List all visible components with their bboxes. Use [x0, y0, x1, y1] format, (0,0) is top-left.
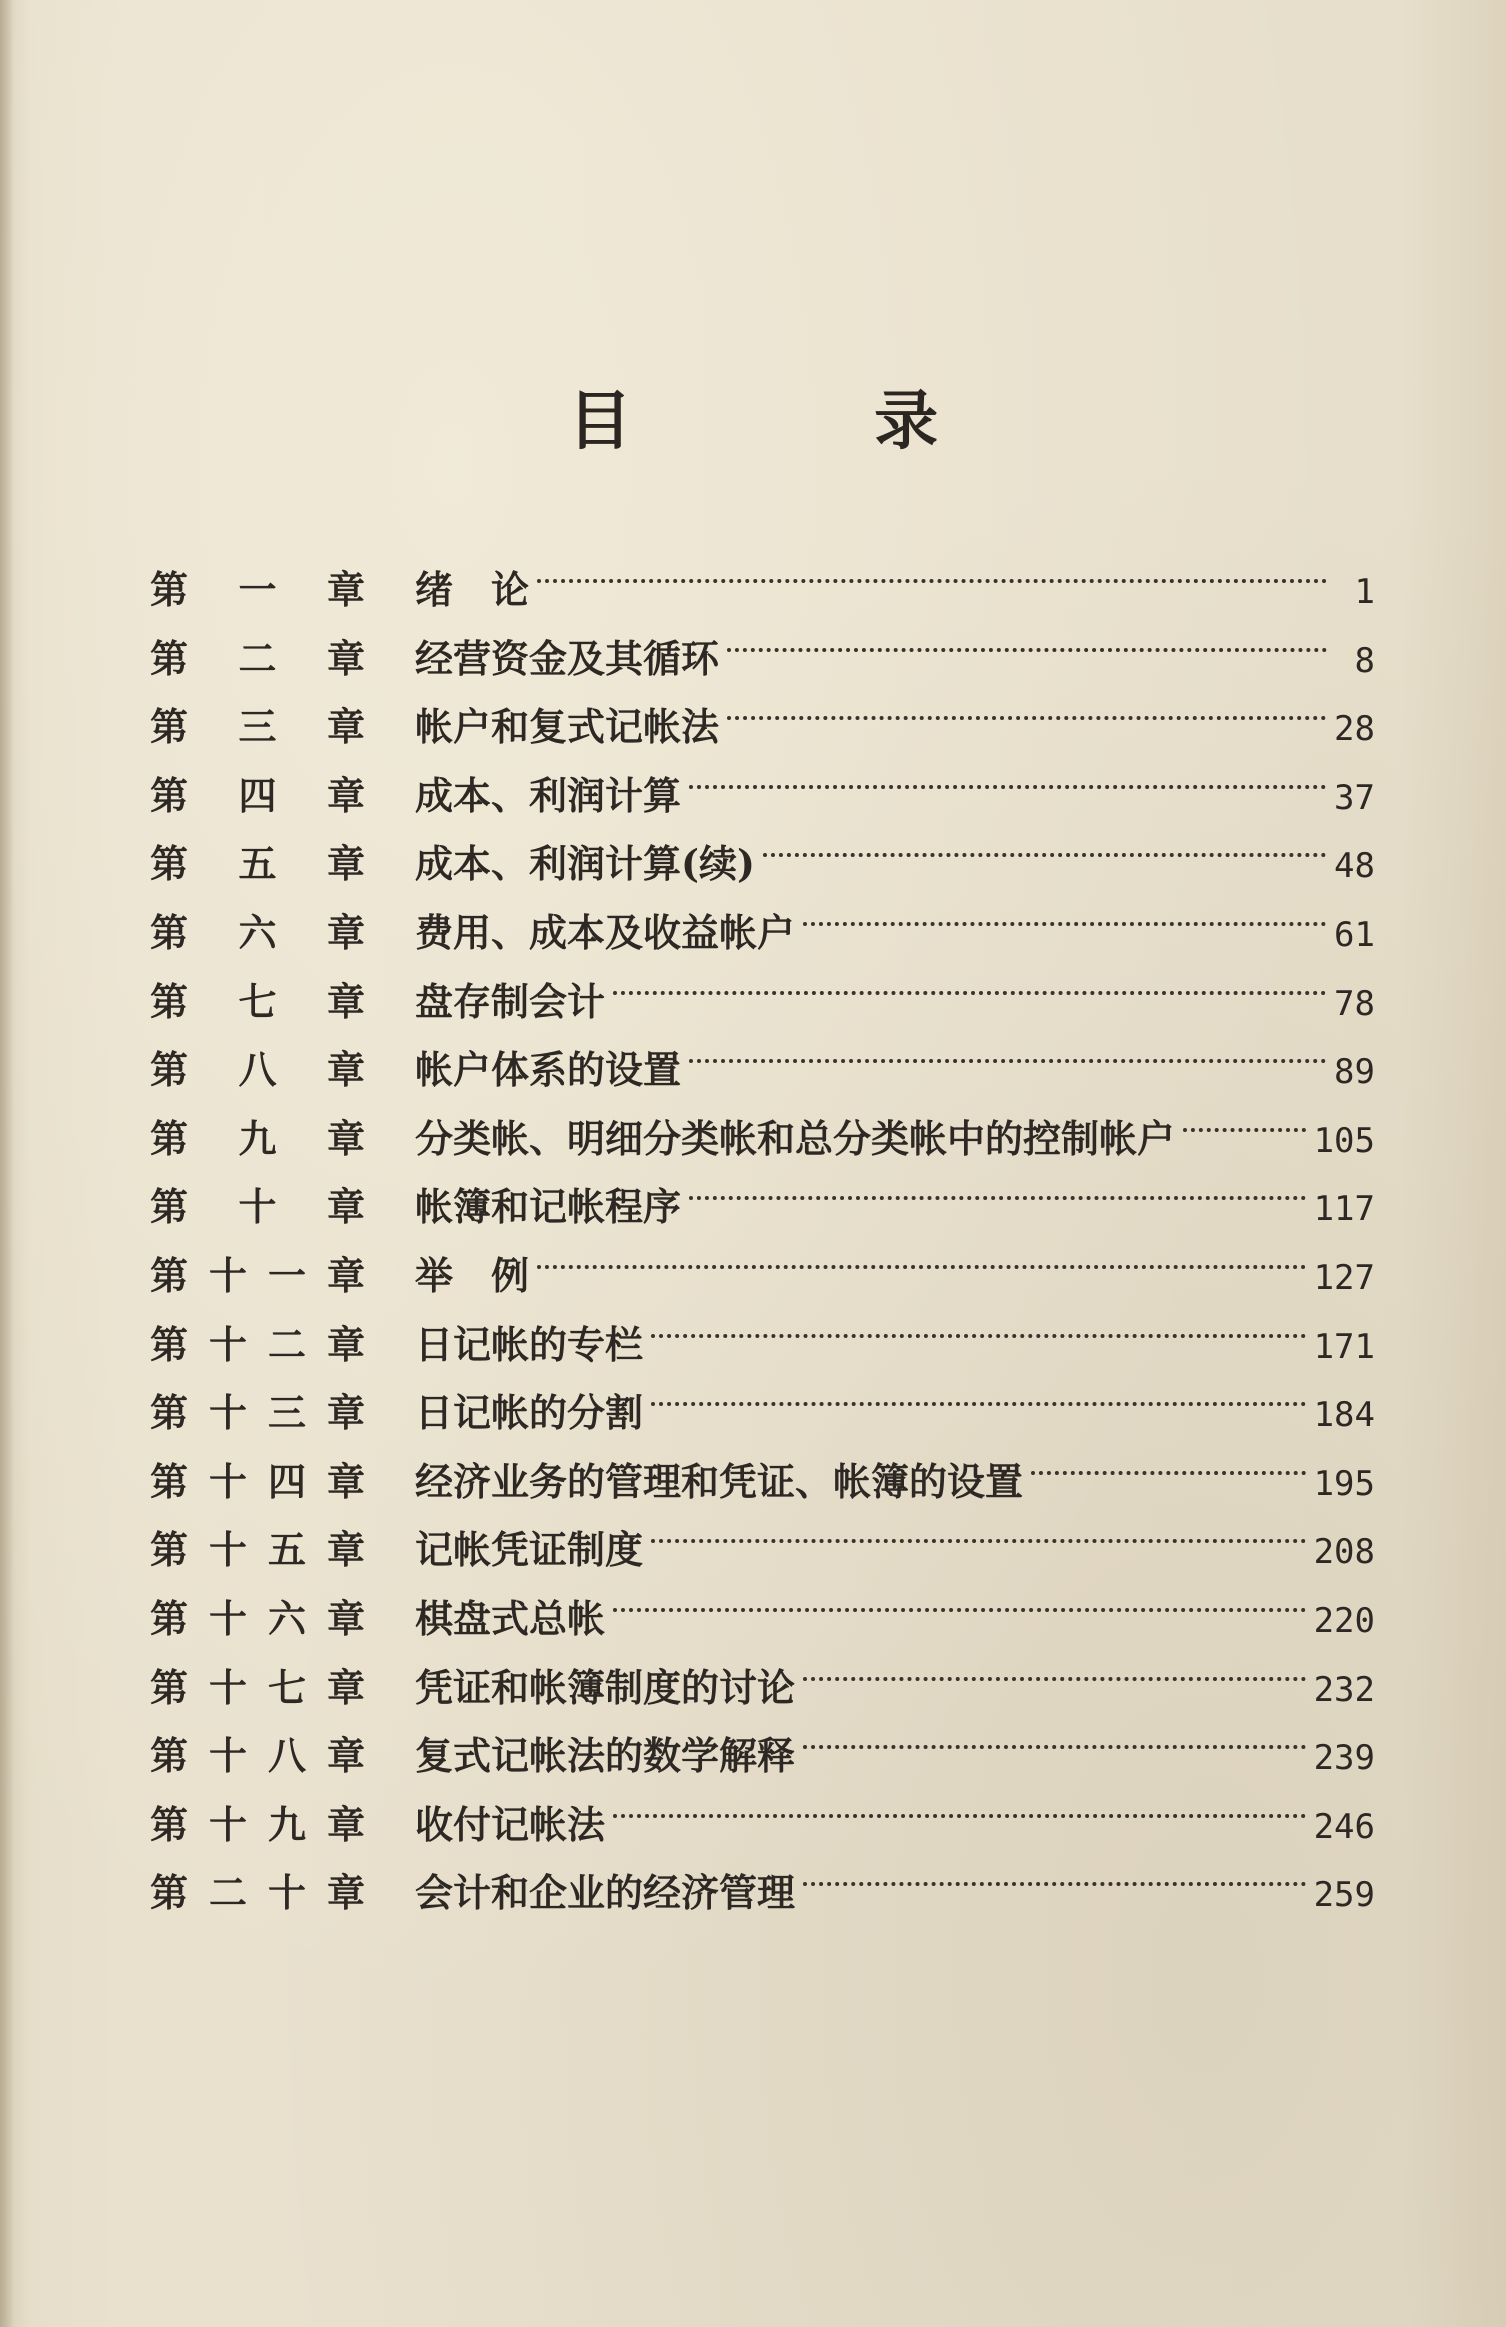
dot-leader [537, 1221, 1306, 1289]
chapter-number: 第 十 一 章 [150, 1252, 365, 1298]
dot-leader [689, 741, 1326, 809]
chapter-number: 第 十 四 章 [150, 1458, 365, 1504]
page-number: 246 [1313, 1806, 1375, 1847]
chapter-number: 第 八 章 [150, 1047, 365, 1093]
chapter-number: 第 五 章 [150, 841, 365, 887]
chapter-number: 第 七 章 [150, 978, 365, 1024]
dot-leader [727, 672, 1326, 740]
dot-leader [689, 1015, 1326, 1083]
dot-leader [1183, 1084, 1306, 1152]
chapter-number: 第 十 八 章 [150, 1733, 365, 1779]
page-number: 8 [1354, 640, 1375, 681]
page-number: 105 [1313, 1120, 1375, 1161]
chapter-number: 第 六 章 [150, 909, 365, 955]
chapter-number: 第 三 章 [150, 704, 365, 750]
page-number: 184 [1313, 1395, 1375, 1436]
page-number: 28 [1334, 709, 1375, 750]
page-number: 78 [1334, 983, 1375, 1024]
chapter-title: 会计和企业的经济管理 [415, 1870, 796, 1916]
chapter-number: 第 四 章 [150, 772, 365, 818]
chapter-title: 复式记帐法的数学解释 [415, 1733, 796, 1779]
chapter-number: 第 二 十 章 [150, 1870, 365, 1916]
chapter-title: 分类帐、明细分类帐和总分类帐中的控制帐户 [415, 1115, 1176, 1161]
dot-leader [803, 1633, 1306, 1701]
page-number: 232 [1313, 1669, 1375, 1710]
chapter-title: 凭证和帐簿制度的讨论 [415, 1664, 796, 1710]
page-title: 目 录 [567, 384, 1049, 459]
dot-leader [727, 604, 1327, 672]
chapter-number: 第 十 三 章 [150, 1390, 365, 1436]
dot-leader [689, 1152, 1306, 1220]
chapter-title: 费用、成本及收益帐户 [415, 909, 796, 955]
chapter-title: 成本、利润计算(续) [415, 841, 755, 887]
dot-leader [613, 947, 1326, 1015]
page-number: 89 [1334, 1052, 1375, 1093]
page-number: 195 [1313, 1463, 1375, 1504]
dot-leader [651, 1290, 1306, 1358]
toc-entry-1[interactable] [150, 535, 1375, 612]
chapter-title: 棋盘式总帐 [415, 1595, 606, 1641]
chapter-number: 第 二 章 [150, 635, 365, 681]
dot-leader [803, 1701, 1306, 1769]
page-number: 171 [1313, 1326, 1375, 1367]
chapter-title: 记帐凭证制度 [415, 1527, 644, 1573]
binding-edge [0, 0, 14, 2327]
chapter-number: 第 十 二 章 [150, 1321, 365, 1367]
page-number: 127 [1313, 1257, 1375, 1298]
page-number: 61 [1334, 914, 1375, 955]
chapter-title: 帐户体系的设置 [415, 1047, 682, 1093]
chapter-title: 日记帐的分割 [415, 1390, 644, 1436]
chapter-title: 帐户和复式记帐法 [415, 704, 720, 750]
chapter-number: 第 十 五 章 [150, 1527, 365, 1573]
chapter-title: 盘存制会计 [415, 978, 606, 1024]
page-number: 117 [1313, 1189, 1375, 1230]
dot-leader [803, 878, 1326, 946]
page-number: 259 [1313, 1875, 1375, 1916]
dot-leader [803, 1838, 1306, 1906]
chapter-number: 第 一 章 [150, 567, 365, 612]
chapter-number: 第 九 章 [150, 1115, 365, 1161]
chapter-title: 成本、利润计算 [415, 772, 682, 818]
dot-leader [1031, 1427, 1306, 1495]
page-number: 220 [1313, 1600, 1375, 1641]
chapter-title: 举 例 [415, 1252, 530, 1298]
chapter-number: 第 十 章 [150, 1184, 365, 1230]
dot-leader [613, 1564, 1306, 1632]
dot-leader [613, 1770, 1306, 1838]
chapter-title: 经济业务的管理和凭证、帐簿的设置 [415, 1458, 1024, 1504]
dot-leader [537, 535, 1327, 603]
page-number: 208 [1313, 1532, 1375, 1573]
chapter-title: 绪 论 [415, 567, 530, 612]
page-number: 48 [1334, 846, 1375, 887]
page-number: 37 [1334, 777, 1375, 818]
dot-leader [651, 1358, 1306, 1426]
chapter-number: 第 十 九 章 [150, 1801, 365, 1847]
chapter-title: 收付记帐法 [415, 1801, 606, 1847]
chapter-title: 日记帐的专栏 [415, 1321, 644, 1367]
page-number: 1 [1354, 572, 1375, 612]
chapter-title: 帐簿和记帐程序 [415, 1184, 682, 1230]
dot-leader [651, 1495, 1306, 1563]
chapter-title: 经营资金及其循环 [415, 635, 720, 681]
page-number: 239 [1313, 1738, 1375, 1779]
dot-leader [763, 809, 1326, 877]
table-of-contents [150, 535, 1375, 1916]
chapter-number: 第 十 六 章 [150, 1595, 365, 1641]
chapter-number: 第 十 七 章 [150, 1664, 365, 1710]
